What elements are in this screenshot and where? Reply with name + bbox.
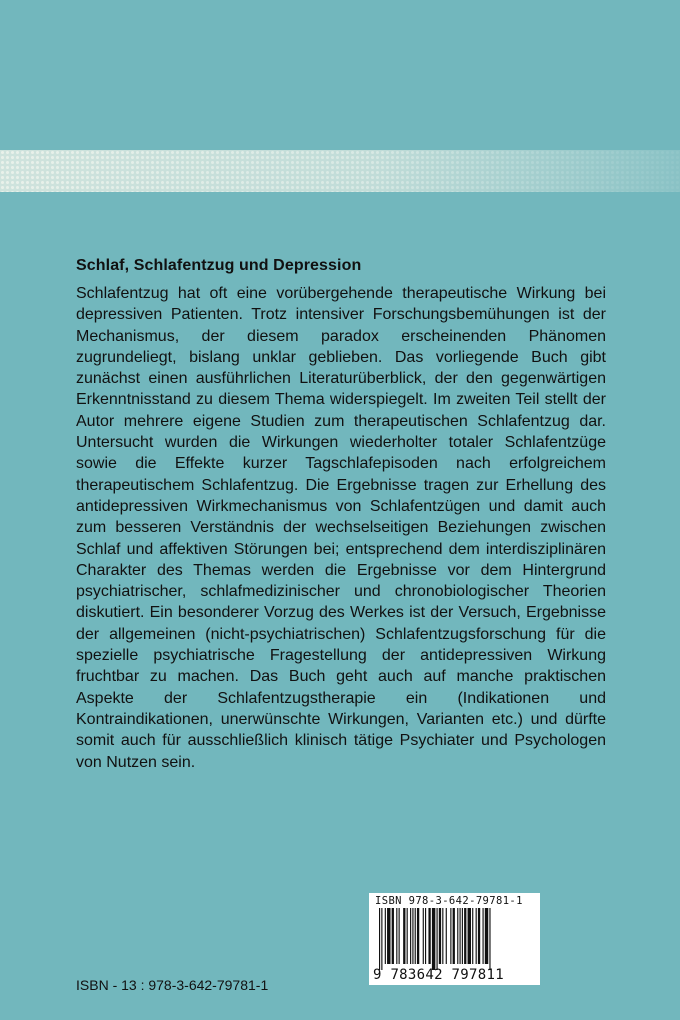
- barcode-bar: [423, 908, 424, 964]
- barcode-bar: [387, 908, 390, 964]
- barcode-bar: [460, 908, 461, 964]
- footer-isbn: ISBN - 13 : 978-3-642-79781-1: [76, 977, 269, 993]
- barcode-bar: [396, 908, 397, 964]
- barcode-bar: [385, 908, 386, 964]
- barcode-bar: [489, 908, 490, 970]
- barcode-bar: [453, 908, 455, 964]
- barcode-bar: [478, 908, 480, 964]
- barcode-bar: [472, 908, 473, 964]
- barcode-bar: [403, 908, 405, 964]
- barcode-bar: [407, 908, 408, 964]
- barcode-bar: [432, 908, 435, 970]
- barcode-bar: [415, 908, 416, 964]
- barcode-bar: [417, 908, 419, 964]
- barcode-bar: [412, 908, 413, 964]
- barcode-bar: [437, 908, 438, 970]
- barcode-bar: [483, 908, 484, 964]
- barcode-bar: [442, 908, 443, 964]
- barcode-bar: [392, 908, 394, 964]
- barcode-bars: [379, 908, 531, 970]
- barcode-bar: [379, 908, 380, 970]
- barcode-bar: [428, 908, 430, 964]
- barcode-bar: [381, 908, 382, 970]
- barcode-bar: [468, 908, 471, 964]
- barcode-bar: [485, 908, 488, 964]
- book-title: Schlaf, Schlafentzug und Depression: [76, 257, 362, 274]
- barcode-bar: [457, 908, 458, 964]
- barcode-bar: [439, 908, 441, 964]
- barcode-bar: [410, 908, 411, 964]
- barcode-bar: [462, 908, 463, 964]
- barcode-bar: [446, 908, 447, 964]
- barcode-bar: [476, 908, 477, 964]
- blurb-paragraph: Schlafentzug hat oft eine vorübergehende therapeutische Wirkung bei depressiven Patienten. Trotz intensiver Forschungsbemühungen ist der Mechanismus, der diesem paradox erscheinenden Phänomen zugrundeliegt, bislang unklar geblieben. Das vorliegende Buch gibt zunächst einen ausführlichen Literaturüberblick, der den gegenwärtigen Erkenntnisstand zu diesem Thema widerspiegelt. Im zweiten Teil stellt der Autor mehrere eigene Studien zum therapeutischen Schlafentzug dar. Untersucht wurden die Wirkungen wiederholter totaler Schlafentzüge sowie die Effekte kurzer Tagschlafepisoden nach erfolgreichem therapeutischem Schlafentzug. Die Ergebnisse tragen zur Erhellung des antidepressiven Wirkmechanismus von Schlafentzügen und damit auch zum besseren Verständnis der wechselseitigen Beziehungen zwischen Schlaf und affektiven Störungen bei; entsprechend dem interdisziplinären Charakter des Themas werden die Ergebnisse vor dem Hintergrund psychiatrischer, schlafmedizinischer und chronobiologischer Theorien diskutiert. Ein besonderer Vorzug des Werkes ist der Versuch, Ergebnisse der allgemeinen (nicht-psychiatrischen) Schlafentzugsforschung für die spezielle psychiatrische Fragestellung der antidepressiven Wirkung fruchtbar zu machen. Das Buch geht auch auf manche praktischen Aspekte der Schlafentzugstherapie ein (Indikationen und Kontraindikationen, unerwünschte Wirkungen, Varianten etc.) und dürfte somit auch für ausschließlich klinisch tätige Psychiater und Psychologen von Nutzen sein.: [76, 285, 606, 771]
- barcode-bar: [399, 908, 400, 964]
- barcode-bar: [450, 908, 451, 964]
- barcode-isbn-label: ISBN 978-3-642-79781-1: [375, 895, 523, 907]
- decorative-dotted-band: [0, 150, 680, 192]
- barcode-bar: [464, 908, 466, 964]
- barcode-panel: [369, 893, 540, 985]
- barcode-digits: 9 783642 797811: [373, 967, 504, 983]
- barcode-bar: [425, 908, 426, 964]
